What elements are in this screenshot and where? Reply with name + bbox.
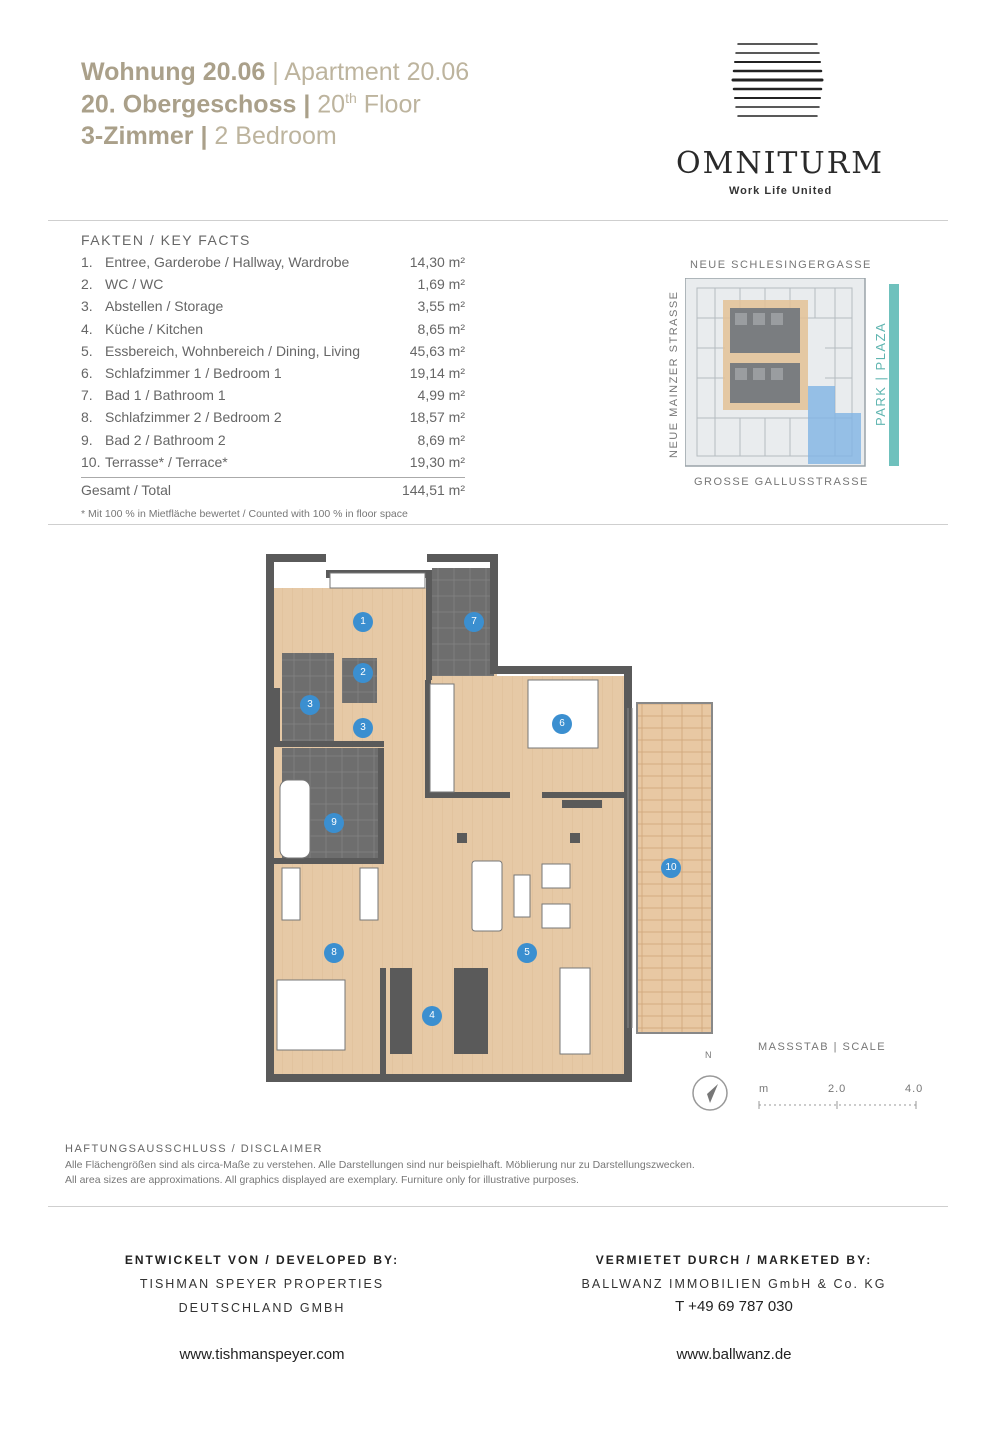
fact-area: 3,55 m² bbox=[417, 298, 465, 315]
facts-footnote: * Mit 100 % in Mietfläche bewertet / Counted with 100 % in floor space bbox=[81, 508, 408, 520]
fact-area: 45,63 m² bbox=[409, 342, 465, 359]
fact-num: 5. bbox=[81, 342, 93, 359]
total-divider bbox=[81, 477, 465, 478]
marketer-line1: BALLWANZ IMMOBILIEN GmbH & Co. KG bbox=[581, 1277, 887, 1291]
room-marker: 10 bbox=[661, 858, 681, 878]
developer-url[interactable]: www.tishmanspeyer.com bbox=[179, 1346, 345, 1363]
north-label: N bbox=[705, 1050, 713, 1060]
developer-title: ENTWICKELT VON / DEVELOPED BY: bbox=[124, 1253, 400, 1267]
disclaimer-title: HAFTUNGSAUSSCHLUSS / DISCLAIMER bbox=[65, 1143, 323, 1155]
fact-area: 14,30 m² bbox=[409, 254, 465, 270]
omniturm-logo-icon bbox=[730, 40, 825, 125]
fact-row bbox=[81, 254, 465, 276]
fact-label: Küche / Kitchen bbox=[105, 320, 204, 337]
scale-bar bbox=[758, 1100, 918, 1110]
fact-num: 9. bbox=[81, 431, 93, 448]
developer-line2: DEUTSCHLAND GMBH bbox=[178, 1301, 346, 1315]
room-marker: 3 bbox=[300, 695, 320, 715]
fact-area: 18,57 m² bbox=[409, 409, 465, 426]
title-apartment: Wohnung 20.06 | Apartment 20.06 bbox=[81, 58, 470, 86]
room-marker: 1 bbox=[353, 612, 373, 632]
room-marker: 7 bbox=[464, 612, 484, 632]
marketer-title: VERMIETET DURCH / MARKETED BY: bbox=[595, 1253, 873, 1267]
total-area: 144,51 m² bbox=[401, 482, 465, 498]
room-marker: 5 bbox=[517, 943, 537, 963]
fact-label: Schlafzimmer 1 / Bedroom 1 bbox=[105, 365, 282, 381]
fact-row bbox=[81, 321, 465, 343]
title-rooms: 3-Zimmer | 2 Bedroom bbox=[81, 122, 337, 150]
room-marker: 6 bbox=[552, 714, 572, 734]
divider-top bbox=[48, 220, 948, 221]
fact-label: Entree, Garderobe / Hallway, Wardrobe bbox=[105, 254, 350, 270]
fact-label: Abstellen / Storage bbox=[105, 298, 224, 315]
fact-area: 8,69 m² bbox=[417, 431, 465, 448]
marketer-url[interactable]: www.ballwanz.de bbox=[676, 1346, 792, 1363]
street-west: NEUE MAINZER STRASSE bbox=[668, 290, 680, 458]
logo-tagline: Work Life United bbox=[729, 185, 833, 197]
logo-wordmark: OMNITURM bbox=[676, 146, 885, 181]
scale-mark-4: 4.0 bbox=[905, 1083, 924, 1095]
fact-row bbox=[81, 387, 465, 409]
total-label: Gesamt / Total bbox=[81, 482, 172, 498]
fact-area: 19,30 m² bbox=[409, 453, 465, 470]
street-north: NEUE SCHLESINGERGASSE bbox=[690, 259, 872, 271]
marketer-phone[interactable]: T +49 69 787 030 bbox=[675, 1298, 793, 1315]
fact-area: 1,69 m² bbox=[417, 276, 465, 293]
site-plan bbox=[685, 278, 870, 468]
facts-title: FAKTEN / KEY FACTS bbox=[81, 232, 251, 248]
disclaimer-en: All area sizes are approximations. All graphics displayed are exemplary. Furniture only for illustrative purposes. bbox=[65, 1174, 579, 1186]
fact-num: 6. bbox=[81, 365, 93, 381]
scale-unit: m bbox=[759, 1083, 770, 1095]
room-marker: 4 bbox=[422, 1006, 442, 1026]
fact-row bbox=[81, 454, 465, 476]
fact-row bbox=[81, 409, 465, 431]
fact-row bbox=[81, 343, 465, 365]
room-marker: 3 bbox=[353, 718, 373, 738]
fact-row bbox=[81, 298, 465, 320]
fact-row bbox=[81, 365, 465, 387]
street-south: GROSSE GALLUSSTRASSE bbox=[694, 476, 869, 488]
facts-total bbox=[81, 482, 465, 504]
fact-num: 1. bbox=[81, 254, 93, 270]
room-marker: 2 bbox=[353, 663, 373, 683]
fact-area: 8,65 m² bbox=[417, 320, 465, 337]
fact-num: 2. bbox=[81, 276, 93, 293]
fact-label: WC / WC bbox=[105, 276, 164, 293]
park-plaza-label: PARK | PLAZA bbox=[873, 321, 888, 426]
fact-label: Schlafzimmer 2 / Bedroom 2 bbox=[105, 409, 282, 426]
room-marker: 9 bbox=[324, 813, 344, 833]
fact-num: 8. bbox=[81, 409, 93, 426]
fact-label: Bad 1 / Bathroom 1 bbox=[105, 387, 226, 404]
fact-num: 7. bbox=[81, 387, 93, 404]
title-floor: 20. Obergeschoss | 20th Floor bbox=[81, 90, 421, 119]
fact-area: 19,14 m² bbox=[409, 365, 465, 381]
divider-mid bbox=[48, 524, 948, 525]
fact-label: Essbereich, Wohnbereich / Dining, Living bbox=[105, 342, 360, 359]
fact-num: 10. bbox=[81, 453, 101, 470]
fact-num: 4. bbox=[81, 320, 93, 337]
plaza-bar bbox=[889, 284, 899, 466]
fact-area: 4,99 m² bbox=[417, 387, 465, 404]
divider-bottom bbox=[48, 1206, 948, 1207]
fact-row bbox=[81, 276, 465, 298]
fact-row bbox=[81, 432, 465, 454]
fact-num: 3. bbox=[81, 298, 93, 315]
scale-mark-2: 2.0 bbox=[828, 1083, 847, 1095]
disclaimer-de: Alle Flächengrößen sind als circa-Maße zu verstehen. Alle Darstellungen sind nur beispielhaft. Möblierung nur zu Darstellungszwecken. bbox=[65, 1159, 695, 1171]
fact-label: Terrasse* / Terrace* bbox=[105, 453, 228, 470]
scale-title: MASSSTAB | SCALE bbox=[758, 1041, 887, 1053]
room-marker: 8 bbox=[324, 943, 344, 963]
fact-label: Bad 2 / Bathroom 2 bbox=[105, 431, 226, 448]
developer-line1: TISHMAN SPEYER PROPERTIES bbox=[139, 1277, 385, 1291]
